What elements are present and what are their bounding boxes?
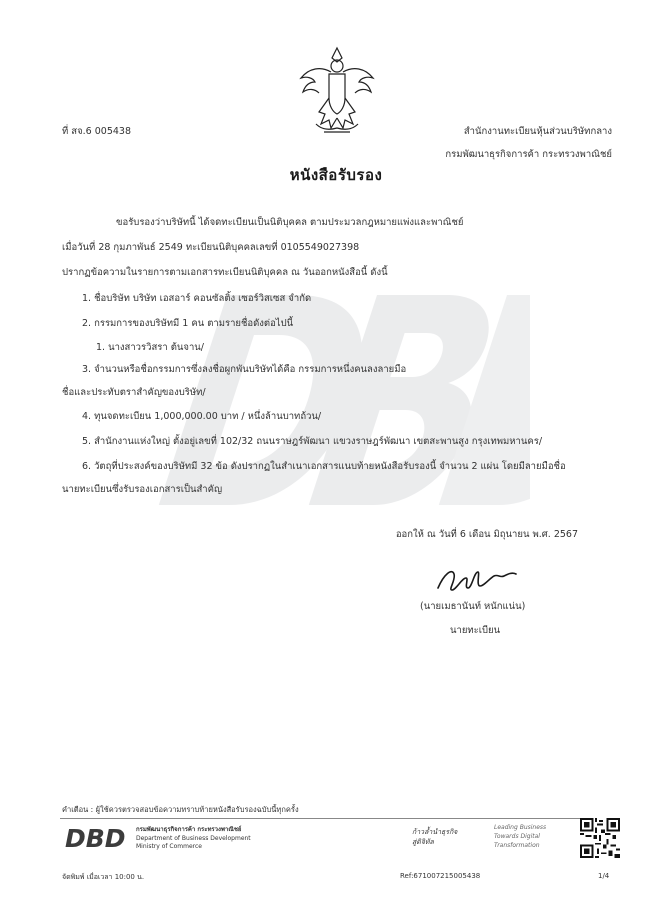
document-number: ที่ สจ.6 005438 — [62, 126, 131, 137]
intro-line3: ปรากฏข้อความในรายการตามเอกสารทะเบียนนิติบุคคล ณ วันออกหนังสือนี้ ดังนี้ — [62, 267, 388, 278]
item-company-name: 1. ชื่อบริษัท บริษัท เอสอาร์ คอนซัลติ้ง เซอร์วิสเซส จำกัด — [82, 293, 312, 304]
issue-date: ออกให้ ณ วันที่ 6 เดือน มิถุนายน พ.ศ. 2567 — [395, 529, 578, 540]
warning-label: คำเตือน : — [62, 805, 94, 814]
qr-code-icon — [580, 818, 620, 858]
intro-line2: เมื่อวันที่ 28 กุมภาพันธ์ 2549 ทะเบียนนิติบุคคลเลขที่ 0105549027398 — [62, 242, 360, 253]
item-signing-authority-cont: ชื่อและประทับตราสำคัญของบริษัท/ — [62, 387, 206, 398]
footer-warning — [62, 804, 299, 816]
dept-name-en: Department of Business Development — [136, 835, 251, 842]
slogan-en-line3: Transformation — [494, 842, 540, 849]
slogan-en-line2: Towards Digital — [494, 833, 540, 840]
ministry-name-en: Ministry of Commerce — [136, 843, 202, 850]
page-title: หนังสือรับรอง — [289, 166, 383, 184]
item-registered-capital: 4. ทุนจดทะเบียน 1,000,000.00 บาท / หนึ่งล้านบาทถ้วน/ — [82, 411, 322, 422]
warning-text: ผู้ใช้ควรตรวจสอบข้อความทราบท้ายหนังสือรับรองฉบับนี้ทุกครั้ง — [95, 805, 299, 814]
item-signing-authority: 3. จำนวนหรือชื่อกรรมการซึ่งลงชื่อผูกพันบริษัทได้คือ กรรมการหนึ่งคนลงลายมือ — [82, 364, 407, 375]
dbd-logo-icon — [63, 822, 131, 852]
footer-divider — [60, 818, 616, 819]
slogan-en-line1: Leading Business — [494, 824, 547, 831]
intro-line1: ขอรับรองว่าบริษัทนี้ ได้จดทะเบียนเป็นนิติบุคคล ตามประมวลกฎหมายแพ่งและพาณิชย์ — [116, 217, 464, 228]
page-number: 1/4 — [598, 872, 610, 880]
signer-name: (นายเมธานันท์ หนักแน่น) — [420, 601, 526, 612]
item-director-1: 1. นางสาวรวิสรา ต้นจาน/ — [96, 342, 204, 353]
garuda-emblem-icon — [296, 44, 378, 140]
reference-number: Ref:671007215005438 — [400, 872, 481, 880]
item-objectives: 6. วัตถุที่ประสงค์ของบริษัทมี 32 ข้อ ดังปรากฏในสำเนาเอกสารแนบท้ายหนังสือรับรองนี้ จำนวน 2 แผ่น โดยมีลายมือชื่อ — [82, 461, 566, 472]
slogan-th-line2: สู่ดิจิทัล — [412, 838, 434, 846]
printed-time: จัดพิมพ์ เมื่อเวลา 10:00 น. — [62, 873, 145, 881]
office-name-line2: กรมพัฒนาธุรกิจการค้า กระทรวงพาณิชย์ — [445, 149, 612, 160]
office-name-line1: สำนักงานทะเบียนหุ้นส่วนบริษัทกลาง — [463, 126, 612, 137]
dept-name-th: กรมพัฒนาธุรกิจการค้า กระทรวงพาณิชย์ — [136, 826, 242, 833]
item-directors: 2. กรรมการของบริษัทมี 1 คน ตามรายชื่อดังต่อไปนี้ — [82, 318, 294, 329]
logo-text: DBD — [65, 824, 126, 852]
registrar-signature — [430, 560, 530, 596]
slogan-th-line1: ก้าวล้ำนำธุรกิจ — [412, 828, 458, 836]
signer-title: นายทะเบียน — [450, 625, 501, 636]
item-head-office: 5. สำนักงานแห่งใหญ่ ตั้งอยู่เลขที่ 102/32 ถนนราษฎร์พัฒนา แขวงราษฎร์พัฒนา เขตสะพานสูง กรุงเทพมหานคร/ — [82, 436, 543, 447]
item-objectives-cont: นายทะเบียนซึ่งรับรองเอกสารเป็นสำคัญ — [62, 484, 223, 495]
